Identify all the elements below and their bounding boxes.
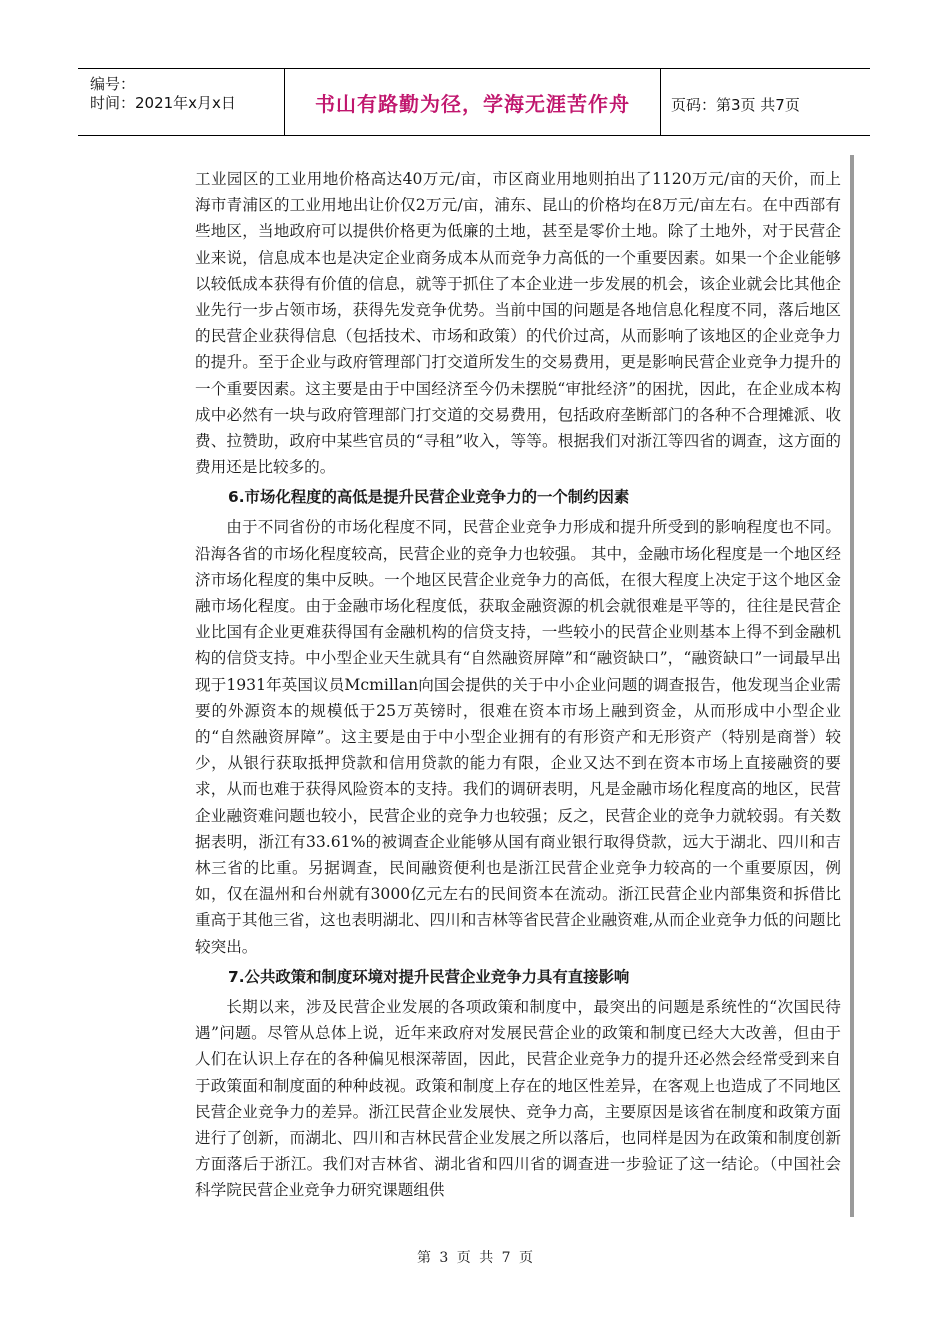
header-meta-cell bbox=[78, 69, 285, 135]
document-number-label: 编号： bbox=[90, 75, 136, 93]
section-heading: 7.公共政策和制度环境对提升民营企业竞争力具有直接影响 bbox=[228, 967, 630, 986]
header-motto: 书山有路勤为径，学海无涯苦作舟 bbox=[315, 92, 630, 116]
page-header bbox=[78, 68, 870, 136]
body-paragraph: 由于不同省份的市场化程度不同，民营企业竞争力形成和提升所受到的影响程度也不同。沿海各省的市场化程度较高，民营企业的竞争力也较强。 其中，金融市场化程度是一个地区经济市场化程度的集中反映。一个地区民营企业竞争力的高低，在很大程度上决定于这个地区金融市场化程度。由于金融市场化程度低，获取金融资源的机会就很难是平等的，往往是民营企业比国有企业更难获得国有金融机构的信贷支持，一些较小的民营企业则基本上得不到金融机构的信贷支持。中小型企业天生就具有“自然融资屏障”和“融资缺口”，“融资缺口”一词最早出现于1931年英国议员Mcmillan向国会提供的关于中小企业问题的调查报告，他发现当企业需要的外源资本的规模低于25万英镑时，很难在资本市场上融到资金，从而形成中小型企业的“自然融资屏障”。这主要是由于中小型企业拥有的有形资产和无形资产（特别是商誉）较少，从银行获取抵押贷款和信用贷款的能力有限，企业又达不到在资本市场上直接融资的要求，从而也难于获得风险资本的支持。我们的调研表明，凡是金融市场化程度高的地区，民营企业融资难问题也较小，民营企业的竞争力也较强；反之，民营企业的竞争力就较弱。有关数据表明，浙江有33.61%的被调查企业能够从国有商业银行取得贷款，远大于湖北、四川和吉林三省的比重。另据调查，民间融资便利也是浙江民营企业竞争力较高的一个重要原因，例如，仅在温州和台州就有3000亿元左右的民间资本在流动。浙江民营企业内部集资和拆借比重高于其他三省，这也表明湖北、四川和吉林等省民营企业融资难,从而企业竞争力低的问题比较突出。 bbox=[195, 518, 841, 956]
page-footer: 第 3 页 共 7 页 bbox=[416, 1250, 534, 1266]
document-body bbox=[195, 166, 841, 1204]
section-heading: 6.市场化程度的高低是提升民营企业竞争力的一个制约因素 bbox=[228, 488, 630, 507]
body-paragraph: 长期以来，涉及民营企业发展的各项政策和制度中，最突出的问题是系统性的“次国民待遇”问题。尽管从总体上说，近年来政府对发展民营企业的政策和制度已经大大改善，但由于人们在认识上存在的各种偏见根深蒂固，因此，民营企业竞争力的提升还必然会经常受到来自于政策面和制度面的种种歧视。政策和制度上存在的地区性差异，在客观上也造成了不同地区民营企业竞争力的差异。浙江民营企业发展快、竞争力高，主要原因是该省在制度和政策方面进行了创新，而湖北、四川和吉林民营企业发展之所以落后，也同样是因为在政策和制度创新方面落后于浙江。我们对吉林省、湖北省和四川省的调查进一步验证了这一结论。（中国社会科学院民营企业竞争力研究课题组供 bbox=[195, 997, 841, 1200]
body-paragraph: 工业园区的工业用地价格高达40万元/亩，市区商业用地则拍出了1120万元/亩的天价，而上海市青浦区的工业用地出让价仅2万元/亩，浦东、昆山的价格均在8万元/亩左右。在中西部有些地区，当地政府可以提供价格更为低廉的土地，甚至是零价土地。除了土地外，对于民营企业来说，信息成本也是决定企业商务成本从而竞争力高低的一个重要因素。如果一个企业能够以较低成本获得有价值的信息，就等于抓住了本企业进一步发展的机会，该企业就会比其他企业先行一步占领市场，获得先发竞争优势。当前中国的问题是各地信息化程度不同，落后地区的民营企业获得信息（包括技术、市场和政策）的代价过高，从而影响了该地区的企业竞争力的提升。至于企业与政府管理部门打交道所发生的交易费用，更是影响民营企业竞争力提升的一个重要因素。这主要是由于中国经济至今仍未摆脱“审批经济”的困扰，因此，在企业成本构成中必然有一块与政府管理部门打交道的交易费用，包括政府垄断部门的各种不合理摊派、收费、拉赞助，政府中某些官员的“寻租”收入，等等。根据我们对浙江等四省的调查，这方面的费用还是比较多的。 bbox=[195, 170, 841, 477]
header-motto-cell bbox=[285, 69, 661, 135]
margin-bar bbox=[850, 155, 854, 1217]
header-page-number: 页码：第3页 共7页 bbox=[671, 96, 800, 114]
document-date-label: 时间：2021年x月x日 bbox=[90, 94, 236, 112]
header-page-cell bbox=[661, 69, 870, 135]
